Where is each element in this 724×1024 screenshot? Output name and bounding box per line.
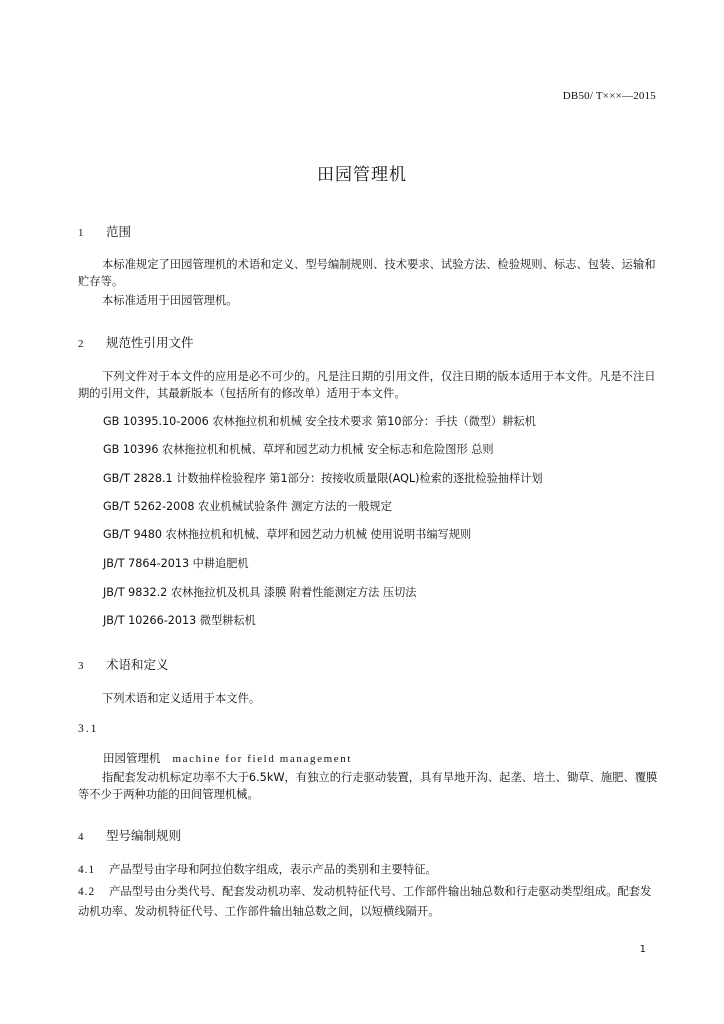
page-number: 1	[639, 944, 646, 955]
section-number: 4	[78, 831, 84, 843]
clause-text: 产品型号由字母和阿拉伯数字组成，表示产品的类别和主要特征。	[109, 863, 437, 876]
normative-intro: 下列文件对于本文件的应用是必不可少的。凡是注日期的引用文件，仅注日期的版本适用于本文件。凡是不注日期的引用文件，其最新版本（包括所有的修改单）适用于本文件。	[78, 370, 656, 400]
section-number: 2	[78, 338, 84, 350]
section-title: 范围	[106, 224, 132, 239]
section-number: 1	[78, 227, 84, 239]
section-heading-normative	[78, 333, 194, 351]
section-heading-model	[78, 826, 181, 844]
section-title: 术语和定义	[106, 657, 169, 672]
term-definition: 指配套发动机标定功率不大于6.5kW，有独立的行走驱动装置，具有旱地开沟、起垄、培土、锄草、施肥、覆膜等不少于两种功能的田间管理机械。	[78, 771, 658, 801]
reference-item: GB/T 2828.1 计数抽样检验程序 第1部分：按接收质量限(AQL)检索的逐批检验抽样计划	[103, 472, 543, 485]
reference-item: GB/T 5262-2008 农业机械试验条件 测定方法的一般规定	[103, 500, 392, 513]
section-title: 规范性引用文件	[106, 335, 194, 350]
subclause-number: 3.1	[78, 723, 99, 735]
scope-paragraph: 本标准规定了田园管理机的术语和定义、型号编制规则、技术要求、试验方法、检验规则、标志、包装、运输和贮存等。	[78, 258, 656, 288]
section-heading-terms	[78, 655, 169, 673]
reference-item: JB/T 7864-2013 中耕追肥机	[103, 557, 249, 570]
reference-item: JB/T 10266-2013 微型耕耘机	[103, 614, 256, 627]
reference-item: JB/T 9832.2 农林拖拉机及机具 漆膜 附着性能测定方法 压切法	[103, 586, 417, 599]
term-entry	[103, 750, 352, 766]
section-title: 型号编制规则	[106, 828, 182, 843]
standard-code: DB50/ T×××—2015	[562, 90, 656, 102]
section-heading-scope	[78, 222, 131, 240]
document-title: 田园管理机	[317, 165, 407, 185]
term-english: machine for field management	[172, 753, 352, 765]
scope-applicability: 本标准适用于田园管理机。	[102, 294, 238, 307]
clause-text: 产品型号由分类代号、配套发动机功率、发动机特征代号、工作部件输出轴总数和行走驱动类型组成。配套发动机功率、发动机特征代号、工作部件输出轴总数之间，以短横线隔开。	[78, 885, 652, 918]
clause-number: 4.1	[78, 864, 96, 876]
reference-item: GB/T 9480 农林拖拉机和机械、草坪和园艺动力机械 使用说明书编写规则	[103, 528, 472, 541]
clause-4-1	[78, 860, 658, 880]
reference-item: GB 10396 农林拖拉机和机械、草坪和园艺动力机械 安全标志和危险图形 总则	[103, 443, 494, 456]
terms-intro: 下列术语和定义适用于本文件。	[102, 692, 261, 705]
reference-item: GB 10395.10-2006 农林拖拉机和机械 安全技术要求 第10部分：手扶（微型）耕耘机	[103, 415, 536, 428]
section-number: 3	[78, 660, 84, 672]
clause-4-2	[78, 882, 658, 921]
clause-number: 4.2	[78, 886, 96, 898]
term-chinese: 田园管理机	[103, 751, 161, 765]
